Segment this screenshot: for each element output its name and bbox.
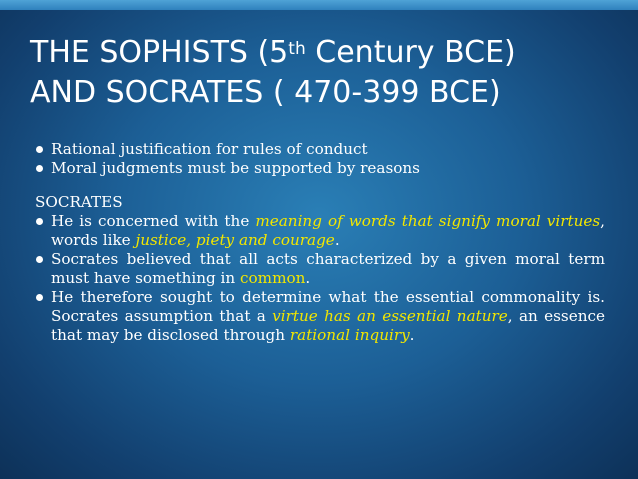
title-part-2: Century BCE)	[305, 35, 516, 70]
bullet-text: .	[409, 326, 415, 344]
bullet-acts-common	[35, 250, 605, 288]
section-heading-socrates: SOCRATES	[35, 193, 123, 211]
bullet-text: , an essence that may be disclosed through	[51, 307, 605, 344]
title-line-2: AND SOCRATES ( 470-399 BCE)	[30, 75, 501, 110]
bullet-rational-justification: Rational justification for rules of conduct	[35, 140, 605, 159]
title-part-1: THE SOPHISTS (5	[30, 35, 289, 70]
spacer	[35, 178, 605, 193]
highlight-common: common	[240, 269, 306, 287]
bullet-text: Socrates believed that all acts characterized by a given moral term must have something in	[51, 250, 605, 287]
bullet-meaning-of-words	[35, 212, 605, 250]
bullet-text: He therefore sought to determine what the essential commonality is. Socrates assumption that a	[51, 288, 605, 325]
slide-title	[30, 33, 620, 113]
bullet-text: .	[305, 269, 311, 287]
highlight-rational-inquiry: rational inquiry	[289, 326, 410, 344]
bullet-text: , words like	[51, 212, 605, 249]
slide-top-band	[0, 0, 638, 10]
bullet-text: He is concerned with the	[51, 212, 256, 230]
highlight-essential-nature: virtue has an essential nature	[272, 307, 508, 325]
bullet-text: .	[334, 231, 340, 249]
title-superscript: th	[288, 39, 306, 59]
highlight-meaning-of-words: meaning of words that signify moral virtues	[255, 212, 601, 230]
bullet-moral-judgments: Moral judgments must be supported by reasons	[35, 159, 605, 178]
slide-body	[35, 140, 605, 345]
bullet-essential-commonality	[35, 288, 605, 345]
highlight-virtues-list: justice, piety and courage	[135, 231, 335, 249]
